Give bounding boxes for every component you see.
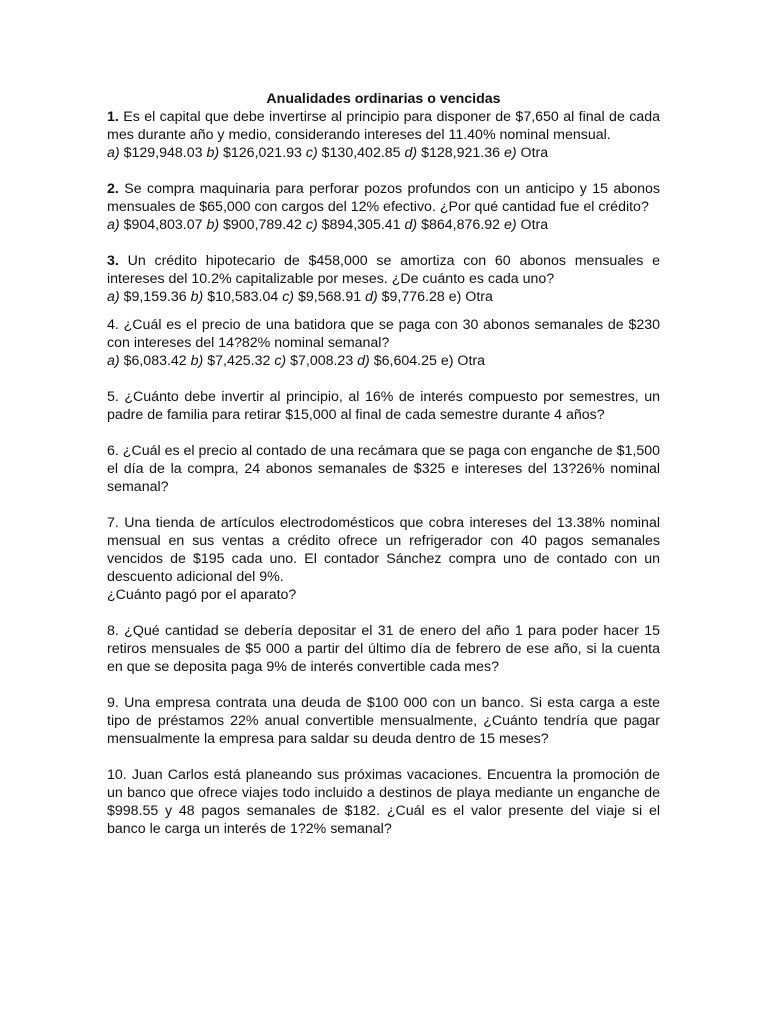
option-value: $6,083.42 (123, 353, 187, 369)
option-value: $130,402.85 (321, 145, 401, 161)
option-letter: c) (274, 353, 287, 369)
problem-number: 4. (107, 317, 119, 333)
problem-text: ¿Cuál es el precio de una batidora que se paga con 30 abonos semanales de $230 con intereses del 14?82% nominal semanal? (107, 317, 660, 351)
problem-text: Una tienda de artículos electrodomésticos que cobra intereses del 13.38% nominal mensual en sus ventas a crédito ofrece un refrigerador con 40 pagos semanales vencidos de $195 cada uno. El contador Sánchez compra uno de contado con un descuento adicional del 9%. (107, 515, 660, 585)
option-value: $900,789.42 (223, 217, 302, 233)
option-value: $126,021.93 (223, 145, 302, 161)
problem-2 (107, 180, 660, 234)
option-value: $904,803.07 (123, 217, 203, 233)
option-letter: a) (107, 289, 120, 305)
option-value: $7,008.23 (290, 353, 354, 369)
option-value: $129,948.03 (123, 145, 203, 161)
option-value: Otra (465, 289, 493, 305)
problem-text: ¿Cuál es el precio al contado de una recámara que se paga con enganche de $1,500 el día de la compra, 24 abonos semanales de $325 e intereses del 13?26% nominal semanal? (107, 443, 660, 495)
option-letter: e) (440, 353, 454, 369)
option-letter: c) (282, 289, 295, 305)
option-letter: e) (448, 289, 462, 305)
option-value: $7,425.32 (207, 353, 271, 369)
option-value: $9,776.28 (381, 289, 445, 305)
problem-text: ¿Cuánto pagó por el aparato? (107, 587, 297, 603)
option-letter: b) (206, 217, 220, 233)
option-letter: d) (404, 217, 418, 233)
problem-text: ¿Qué cantidad se debería depositar el 31 de enero del año 1 para poder hacer 15 retiros mensuales de $5 000 a partir del último día de febrero de ese año, si la cuenta en que se deposita paga 9% de interés convertible cada mes? (107, 623, 660, 675)
answer-options (107, 352, 660, 370)
problem-number: 5. (107, 389, 119, 405)
option-letter: d) (365, 289, 378, 305)
option-value: $6,604.25 (373, 353, 437, 369)
problem-number: 8. (107, 623, 119, 639)
option-letter: c) (305, 145, 318, 161)
option-value: $9,568.91 (297, 289, 362, 305)
option-letter: a) (107, 217, 120, 233)
problem-text: ¿Cuánto debe invertir al principio, al 16% de interés compuesto por semestres, un padre de familia para retirar $15,000 al final de cada semestre durante 4 años? (107, 389, 660, 423)
answer-options (107, 216, 660, 234)
document-title: Anualidades ordinarias o vencidas (266, 91, 501, 107)
option-value: $864,876.92 (421, 217, 500, 233)
problem-8 (107, 622, 660, 676)
problem-number: 3. (107, 253, 119, 269)
problem-4 (107, 316, 660, 370)
option-value: Otra (520, 145, 549, 161)
option-letter: e) (503, 217, 517, 233)
problem-number: 6. (107, 443, 119, 459)
option-value: $9,159.36 (123, 289, 187, 305)
problem-number: 7. (107, 515, 119, 531)
option-letter: d) (404, 145, 418, 161)
problem-number: 10. (107, 767, 127, 783)
option-letter: e) (503, 145, 517, 161)
option-value: Otra (520, 217, 549, 233)
option-letter: b) (190, 353, 204, 369)
problem-number: 9. (107, 695, 119, 711)
answer-options (107, 288, 660, 306)
problem-9 (107, 694, 660, 748)
option-value: $128,921.36 (421, 145, 500, 161)
problem-7 (107, 514, 660, 604)
answer-options (107, 144, 660, 162)
problem-3 (107, 252, 660, 306)
problem-10 (107, 766, 660, 838)
problem-6 (107, 442, 660, 496)
problem-5 (107, 388, 660, 424)
problem-text: Un crédito hipotecario de $458,000 se amortiza con 60 abonos mensuales e intereses del 10.2% capitalizable por meses. ¿De cuánto es cada uno? (107, 253, 660, 287)
option-value: $894,305.41 (321, 217, 401, 233)
problem-number: 2. (107, 181, 119, 197)
option-letter: c) (305, 217, 318, 233)
option-letter: b) (190, 289, 204, 305)
option-letter: d) (357, 353, 370, 369)
option-value: Otra (457, 353, 485, 369)
problem-text: Una empresa contrata una deuda de $100 000 con un banco. Si esta carga a este tipo de préstamos 22% anual convertible mensualmente, ¿Cuánto tendría que pagar mensualmente la empresa para saldar su deuda dentro de 15 meses? (107, 695, 660, 747)
problem-text: Es el capital que debe invertirse al principio para disponer de $7,650 al final de cada mes durante año y medio, considerando intereses del 11.40% nominal mensual. (107, 109, 660, 143)
problem-text: Juan Carlos está planeando sus próximas vacaciones. Encuentra la promoción de un banco que ofrece viajes todo incluido a destinos de playa mediante un enganche de $998.55 y 48 pagos semanales de $182. ¿Cuál es el valor presente del viaje si el banco le carga un interés de 1?2% semanal? (107, 767, 660, 837)
problem-text: Se compra maquinaria para perforar pozos profundos con un anticipo y 15 abonos mensuales de $65,000 con cargos del 12% efectivo. ¿Por qué cantidad fue el crédito? (107, 181, 660, 215)
option-letter: a) (107, 145, 120, 161)
problem-number: 1. (107, 109, 119, 125)
document-content (107, 90, 660, 838)
option-letter: a) (107, 353, 120, 369)
problem-1 (107, 108, 660, 162)
option-value: $10,583.04 (207, 289, 279, 305)
option-letter: b) (206, 145, 220, 161)
